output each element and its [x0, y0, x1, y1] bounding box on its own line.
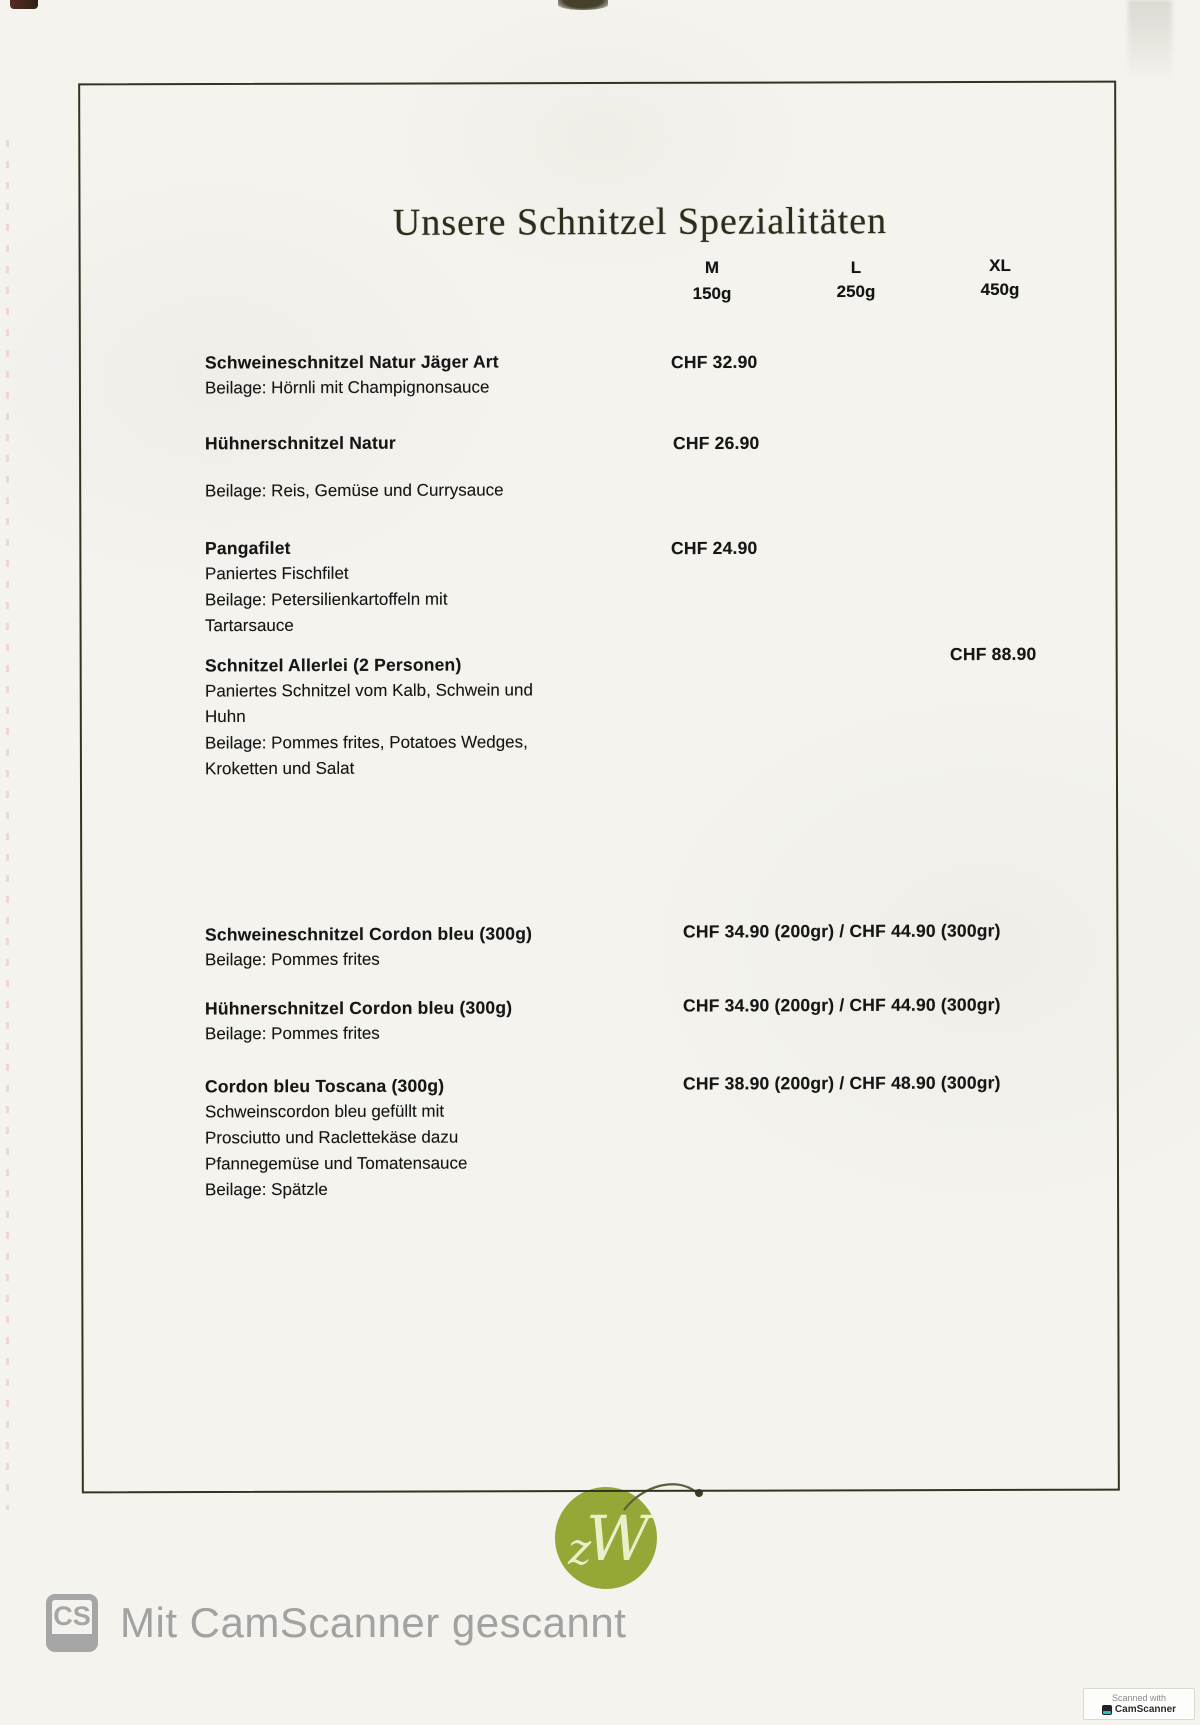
menu-item-name: Schnitzel Allerlei (2 Personen) [204, 654, 462, 676]
menu-item-name: Hühnerschnitzel Cordon bleu (300g) [204, 997, 513, 1019]
menu-item-desc: Prosciutto und Raclettekäse dazu [204, 1127, 459, 1148]
menu-item-price: CHF 34.90 (200gr) / CHF 44.90 (300gr) [682, 920, 1001, 942]
menu-item-desc: Schweinscordon bleu gefüllt mit [204, 1101, 445, 1122]
size-column-l-weight: 250g [836, 282, 876, 301]
menu-item-price: CHF 38.90 (200gr) / CHF 48.90 (300gr) [682, 1072, 1001, 1094]
page-title: Unsere Schnitzel Spezialitäten [392, 200, 888, 244]
menu-item-desc: Paniertes Fischfilet [204, 563, 349, 584]
camscanner-badge-icon [1102, 1705, 1112, 1715]
menu-item-price: CHF 34.90 (200gr) / CHF 44.90 (300gr) [682, 994, 1001, 1016]
size-column-m-label: M [704, 258, 720, 277]
menu-frame-border [78, 81, 1120, 1494]
camscanner-badge-name: CamScanner [1114, 1703, 1177, 1715]
size-column-m-weight: 150g [692, 284, 732, 303]
scan-artifact-top-center [558, 0, 608, 10]
menu-item-desc: Paniertes Schnitzel vom Kalb, Schwein und [204, 680, 533, 701]
menu-item-price: CHF 32.90 [670, 351, 758, 373]
menu-item-price: CHF 88.90 [949, 643, 1037, 665]
menu-item-name: Pangafilet [204, 537, 291, 559]
menu-item-desc: Tartarsauce [204, 615, 294, 636]
menu-item-desc: Huhn [204, 706, 246, 727]
menu-item-price: CHF 26.90 [672, 432, 760, 454]
cs-icon-bar [51, 1634, 93, 1647]
scanned-with-label: Scanned with [1111, 1692, 1167, 1703]
menu-item-desc: Pfannegemüse und Tomatensauce [204, 1153, 468, 1174]
menu-item-desc: Beilage: Petersilienkartoffeln mit [204, 589, 448, 610]
menu-item-price: CHF 24.90 [670, 537, 758, 559]
scan-artifact-top-left [10, 0, 38, 9]
scanner-red-edge-artifact [6, 140, 9, 1510]
camscanner-cs-icon [46, 1594, 98, 1652]
camscanner-watermark-text: Mit CamScanner gescannt [120, 1599, 627, 1646]
menu-item-name: Hühnerschnitzel Natur [204, 432, 396, 454]
menu-item-name: Cordon bleu Toscana (300g) [204, 1075, 445, 1097]
menu-item-desc: Beilage: Spätzle [204, 1179, 328, 1200]
size-column-xl-weight: 450g [980, 280, 1020, 299]
logo-flourish-dot [695, 1489, 703, 1497]
logo-monogram-w: W [586, 1502, 650, 1575]
logo-monogram: z [568, 1524, 592, 1575]
cs-icon-letters: CS [53, 1601, 91, 1631]
menu-item-desc: Beilage: Pommes frites, Potatoes Wedges, [204, 732, 528, 753]
scanned-with-badge [1083, 1688, 1195, 1720]
camscanner-watermark [46, 1588, 626, 1658]
menu-item-desc: Beilage: Reis, Gemüse und Currysauce [204, 480, 504, 501]
camscanner-badge-row [1102, 1704, 1176, 1716]
menu-item-desc: Beilage: Hörnli mit Champignonsauce [204, 377, 490, 398]
menu-item-desc: Beilage: Pommes frites [204, 1023, 380, 1044]
menu-item-name: Schweineschnitzel Cordon bleu (300g) [204, 923, 533, 945]
menu-item-name: Schweineschnitzel Natur Jäger Art [204, 351, 499, 373]
size-column-l-label: L [850, 258, 862, 277]
menu-item-desc: Beilage: Pommes frites [204, 949, 380, 970]
scan-smudge-top-right [1128, 0, 1172, 80]
size-column-xl-label: XL [989, 256, 1011, 275]
menu-item-desc: Kroketten und Salat [204, 758, 355, 779]
